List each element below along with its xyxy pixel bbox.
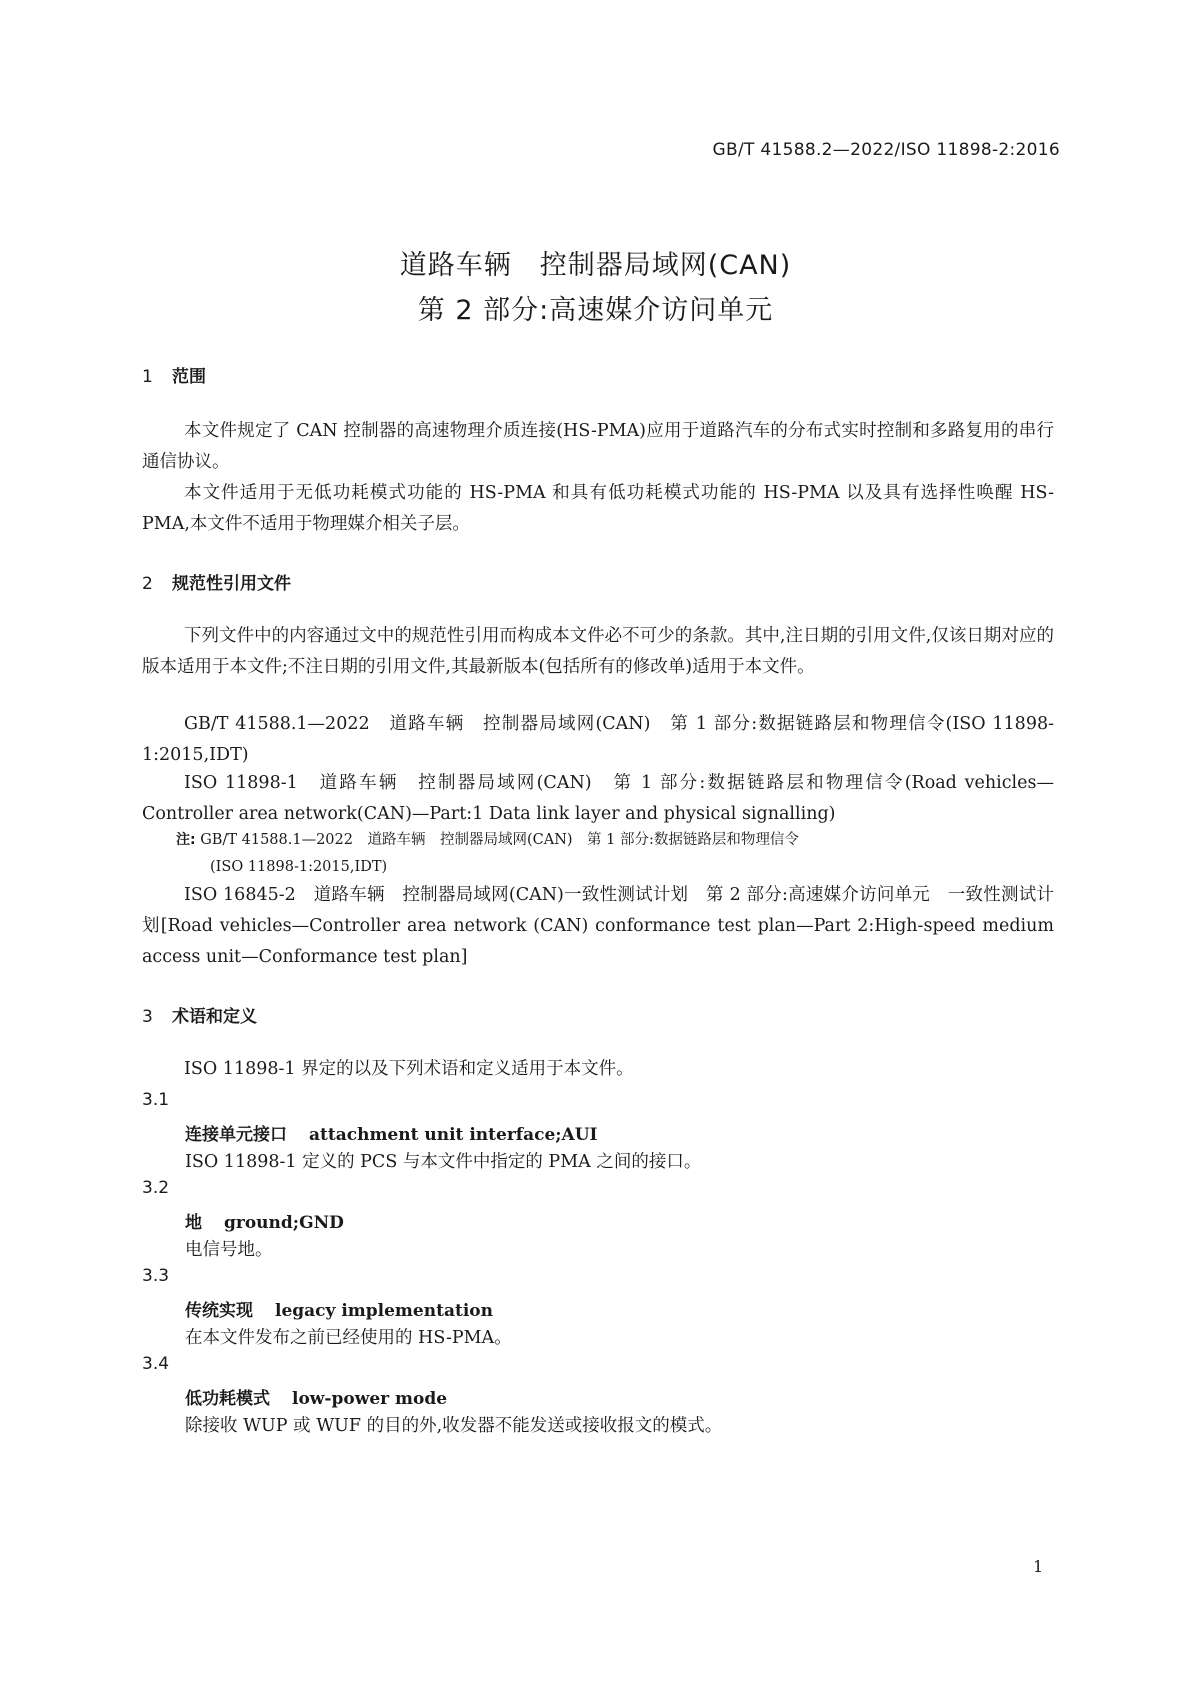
term-number: 3.3 (142, 1266, 170, 1286)
section-1-paragraph-2: 本文件适用于无低功耗模式功能的 HS-PMA 和具有低功耗模式功能的 HS-PMA 以及具有选择性唤醒 HS-PMA,本文件不适用于物理媒介相关子层。 (142, 483, 1054, 534)
note-label: 注: (176, 832, 196, 848)
term-definition: ISO 11898-1 定义的 PCS 与本文件中指定的 PMA 之间的接口。 (185, 1152, 702, 1172)
term-name-zh: 传统实现 (185, 1301, 253, 1321)
term-name (185, 1208, 344, 1233)
section-3-heading (142, 1002, 257, 1027)
section-3-intro: ISO 11898-1 界定的以及下列术语和定义适用于本文件。 (184, 1059, 634, 1079)
term-definition: 在本文件发布之前已经使用的 HS-PMA。 (185, 1328, 512, 1348)
term-name (185, 1296, 493, 1321)
term-name-zh: 地 (185, 1213, 202, 1233)
term-number: 3.2 (142, 1178, 170, 1198)
section-2-heading (142, 569, 291, 594)
reference-iso-16845-2: ISO 16845-2 道路车辆 控制器局域网(CAN)一致性测试计划 第 2 部分:高速媒介访问单元 一致性测试计划[Road vehicles—Controller area network (CAN) conformance test plan—Part 2:High-speed medium access unit—Conformance test plan] (142, 885, 1054, 967)
document-title-line2: 第 2 部分:高速媒介访问单元 (417, 295, 774, 326)
section-number: 2 (142, 574, 153, 594)
section-title: 范围 (172, 367, 206, 387)
reference-gbt-41588-1: GB/T 41588.1—2022 道路车辆 控制器局域网(CAN) 第 1 部分:数据链路层和物理信令(ISO 11898-1:2015,IDT) (142, 714, 1054, 765)
standard-code: GB/T 41588.2—2022/ISO 11898-2:2016 (712, 140, 1060, 160)
term-name (185, 1120, 598, 1145)
note-text: GB/T 41588.1—2022 道路车辆 控制器局域网(CAN) 第 1 部分:数据链路层和物理信令 (200, 832, 799, 848)
section-title: 规范性引用文件 (172, 574, 291, 594)
term-name-en: legacy implementation (275, 1301, 493, 1321)
note-text-continued: (ISO 11898-1:2015,IDT) (210, 859, 388, 875)
term-name-zh: 低功耗模式 (185, 1389, 270, 1409)
section-1-paragraph-1: 本文件规定了 CAN 控制器的高速物理介质连接(HS-PMA)应用于道路汽车的分布式实时控制和多路复用的串行通信协议。 (142, 421, 1054, 472)
section-number: 3 (142, 1007, 153, 1027)
document-title-line1: 道路车辆 控制器局域网(CAN) (399, 250, 792, 281)
section-2-intro: 下列文件中的内容通过文中的规范性引用而构成本文件必不可少的条款。其中,注日期的引用文件,仅该日期对应的版本适用于本文件;不注日期的引用文件,其最新版本(包括所有的修改单)适用于本文件。 (142, 626, 1054, 677)
section-title: 术语和定义 (172, 1007, 257, 1027)
term-name-zh: 连接单元接口 (185, 1125, 287, 1145)
term-number: 3.1 (142, 1090, 170, 1110)
reference-note (176, 827, 1054, 881)
term-definition: 电信号地。 (185, 1240, 273, 1260)
term-definition: 除接收 WUP 或 WUF 的目的外,收发器不能发送或接收报文的模式。 (185, 1416, 723, 1436)
section-number: 1 (142, 367, 153, 387)
page-number: 1 (1033, 1557, 1044, 1576)
section-1-heading (142, 362, 206, 387)
term-name-en: attachment unit interface;AUI (309, 1125, 598, 1145)
term-name-en: ground;GND (224, 1213, 344, 1233)
term-number: 3.4 (142, 1354, 170, 1374)
term-name (185, 1384, 447, 1409)
reference-iso-11898-1: ISO 11898-1 道路车辆 控制器局域网(CAN) 第 1 部分:数据链路层和物理信令(Road vehicles—Controller area network(CAN)—Part:1 Data link layer and physical signalling) (142, 773, 1054, 824)
term-name-en: low-power mode (292, 1389, 448, 1409)
